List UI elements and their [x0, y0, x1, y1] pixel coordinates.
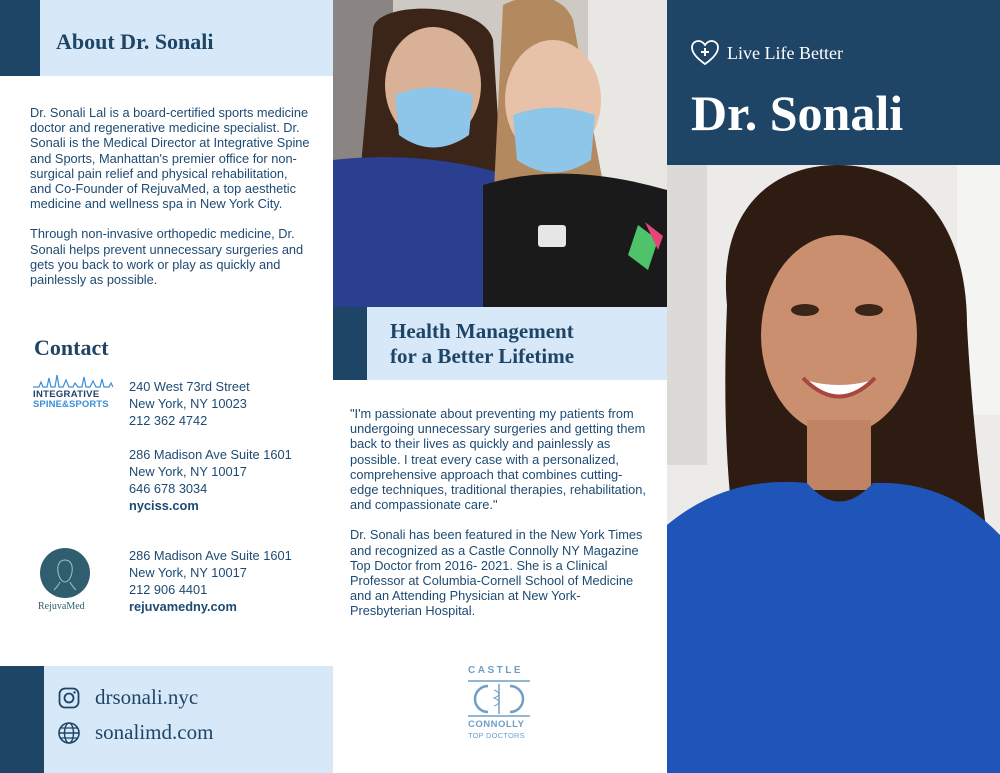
instagram-handle: drsonali.nyc	[95, 685, 199, 709]
face-sketch-icon	[40, 548, 90, 598]
iss-logo-line2: SPINE&SPORTS	[33, 399, 109, 410]
health-body	[350, 406, 650, 619]
location-city: New York, NY 10023	[129, 396, 247, 411]
location-city: New York, NY 10017	[129, 464, 247, 479]
health-panel	[333, 0, 667, 773]
heart-plus-icon	[691, 40, 719, 66]
about-paragraph-2: Through non-invasive orthopedic medicine, Dr. Sonali helps prevent unnecessary surgeries and gets you back to work or play as quickly and painlessly as possible.	[30, 226, 304, 288]
tagline	[691, 40, 843, 66]
location-phone[interactable]: 212 362 4742	[129, 413, 208, 428]
cover-header	[667, 0, 1000, 165]
about-body	[30, 105, 310, 287]
team-photo-illustration	[333, 0, 667, 307]
skyline-icon	[31, 372, 115, 390]
doctor-portrait	[667, 165, 1000, 773]
rejuvamed-logo	[40, 548, 90, 598]
instagram-link[interactable]	[57, 685, 198, 710]
location-city: New York, NY 10017	[129, 565, 247, 580]
about-header-accent	[0, 0, 40, 76]
doctor-quote: "I'm passionate about preventing my patients from undergoing unnecessary surgeries and getting them back to their lives as quickly and painlessly as possible. I treat every case with a personalized, comprehensive approach that combines cutting-edge techniques, traditional therapies, rehabilitation, and compassionate care."	[350, 406, 646, 513]
location-street: 240 West 73rd Street	[129, 379, 250, 394]
castle-logo-bottom1: CONNOLLY	[468, 719, 525, 730]
about-title: About Dr. Sonali	[56, 29, 214, 54]
location-website-link[interactable]: nyciss.com	[129, 498, 199, 513]
tagline-text: Live Life Better	[727, 42, 843, 63]
iss-logo-line1: INTEGRATIVE	[33, 389, 100, 400]
health-title-line2: for a Better Lifetime	[390, 344, 575, 368]
about-panel	[0, 0, 333, 773]
rejuvamed-logo-text: RejuvaMed	[38, 601, 85, 612]
website-url: sonalimd.com	[95, 720, 214, 744]
globe-icon	[57, 721, 81, 745]
social-footer-accent	[0, 666, 44, 773]
location-phone[interactable]: 646 678 3034	[129, 481, 208, 496]
castle-logo-top: CASTLE	[468, 665, 523, 676]
location-street: 286 Madison Ave Suite 1601	[129, 447, 292, 462]
doctor-bio: Dr. Sonali has been featured in the New York Times and recognized as a Castle Connolly NY Magazine Top Doctor from 2016- 2021. She is a Clinical Professor at Columbia-Cornell School of Medicine and an Attending Physician at New York-Presbyterian Hospital.	[350, 527, 643, 619]
cover-panel	[667, 0, 1000, 773]
location-phone[interactable]: 212 906 4401	[129, 582, 208, 597]
integrative-spine-sports-logo	[31, 372, 115, 412]
location-website-link[interactable]: rejuvamedny.com	[129, 599, 237, 614]
location-street: 286 Madison Ave Suite 1601	[129, 548, 292, 563]
contact-location-2	[129, 446, 292, 514]
about-paragraph-1: Dr. Sonali Lal is a board-certified sports medicine doctor and regenerative medicine specialist. Dr. Sonali is the Medical Director at Integrative Spine and Sports, Manhattan's premier office for non-surgical pain relief and physical rehabilitation, and Co-Founder of RejuvaMed, a top aesthetic medicine and wellness spa in New York City.	[30, 105, 310, 212]
website-link[interactable]	[57, 720, 213, 745]
caduceus-icon	[466, 678, 532, 718]
castle-logo-bottom2: TOP DOCTORS	[468, 731, 525, 740]
health-title-line1: Health Management	[390, 319, 574, 343]
contact-location-1	[129, 378, 250, 429]
team-photo	[333, 0, 667, 307]
doctor-name: Dr. Sonali	[691, 85, 904, 141]
doctor-portrait-illustration	[667, 165, 1000, 773]
health-header-accent	[333, 307, 367, 380]
instagram-icon	[57, 686, 81, 710]
health-title	[390, 319, 574, 369]
contact-title: Contact	[34, 335, 109, 360]
contact-location-3	[129, 547, 292, 615]
castle-connolly-logo	[466, 665, 534, 745]
